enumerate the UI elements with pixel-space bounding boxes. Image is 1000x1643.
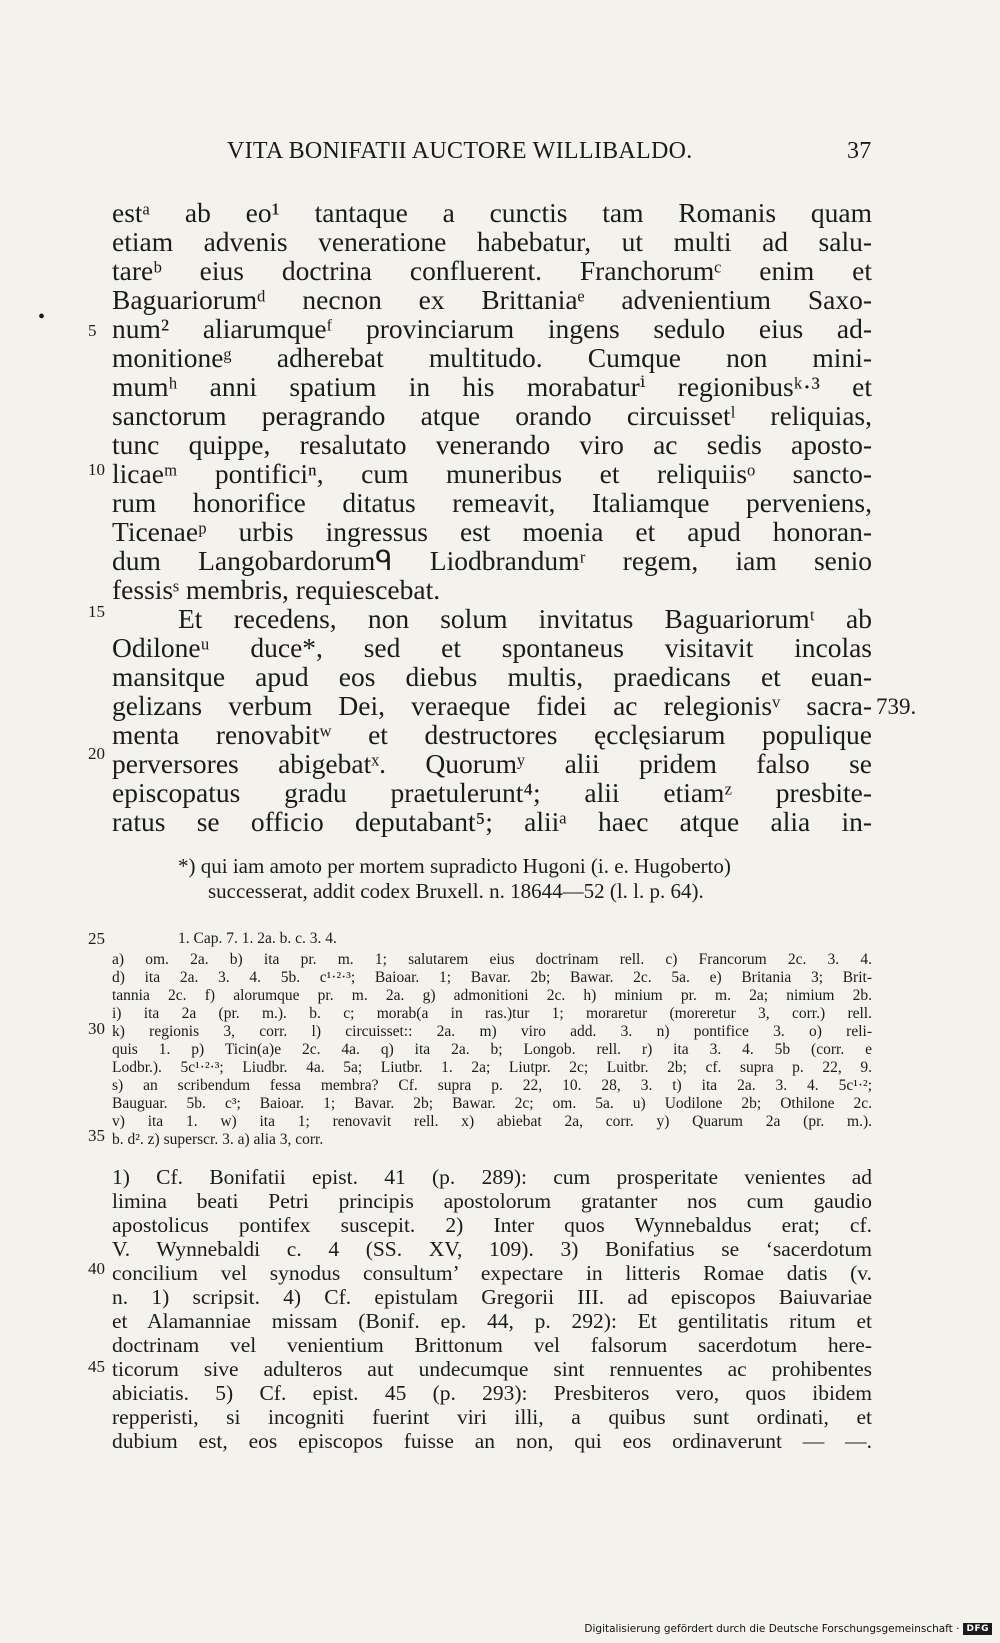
text-line: num² aliarumqueᶠ provinciarum ingens sedulo eius ad- (112, 313, 872, 344)
text-line: mumʰ anni spatium in his morabaturⁱ regionibusᵏ·³ et (112, 371, 872, 402)
note-line: doctrinam vel venientium Brittonum vel falsorum sacerdotum here- (112, 1333, 872, 1357)
apparatus-line: k) regionis 3, corr. l) circuisset:: 2a. m) viro add. 3. n) pontifice 3. o) reli- (112, 1023, 872, 1040)
apparatus-line: v) ita 1. w) ita 1; renovavit rell. x) abiebat 2a, corr. y) Quarum 2a (pr. m.). (112, 1113, 872, 1130)
text-line: Et recedens, non solum invitatus Baguariorumᵗ ab (178, 603, 872, 634)
note-line: apostolicus pontifex suscepit. 2) Inter quos Wynnebaldus erat; cf. (112, 1213, 872, 1237)
text-line: gelizans verbum Dei, veraeque fidei ac relegionisᵛ sacra- (112, 690, 872, 721)
margin-year: 739. (876, 694, 917, 719)
apparatus-line: tannia 2c. f) alorumque pr. m. 2a. g) admonitioni 2c. h) minium pr. m. 2a; nimium 2b. (112, 987, 872, 1004)
note-line: limina beati Petri principis apostolorum gratanter nos cum gaudio (112, 1189, 872, 1213)
note-line: n. 1) scripsit. 4) Cf. epistulam Gregorii III. ad episcopos Baiuvariae (112, 1285, 872, 1309)
text-line: perversores abigebatˣ. Quorumʸ alii pridem falso se (112, 748, 872, 779)
text-line: monitioneᵍ adherebat multitudo. Cumque non mini- (112, 342, 872, 373)
apparatus-line: 1. Cap. 7. 1. 2a. b. c. 3. 4. (178, 930, 337, 947)
line-number: 25 (88, 929, 105, 948)
text-line: Odiloneᵘ duce*, sed et spontaneus visitavit incolas (112, 632, 872, 663)
note-line: ticorum sive adulteros aut undecumque sint rennuentes ac prohibentes (112, 1357, 872, 1381)
text-line: etiam advenis veneratione habebatur, ut multi ad salu- (112, 226, 872, 257)
note-line: 1) Cf. Bonifatii epist. 41 (p. 289): cum prosperitate venientes ad (112, 1165, 872, 1189)
apparatus-line: s) an scribendum fessa membra? Cf. supra p. 22, 10. 28, 3. t) ita 2a. 3. 4. 5c¹·²; (112, 1077, 872, 1094)
line-number: 20 (88, 744, 105, 763)
note-line: abiciatis. 5) Cf. epist. 45 (p. 293): Presbiteros vero, quos ibidem (112, 1381, 872, 1405)
footnote-line: successerat, addit codex Bruxell. n. 18644—52 (l. l. p. 64). (208, 879, 704, 903)
apparatus-line: b. d². z) superscr. 3. a) alia 3, corr. (112, 1131, 324, 1148)
note-line: V. Wynnebaldi c. 4 (SS. XV, 109). 3) Bonifatius se ‘sacerdotum (112, 1237, 872, 1261)
dfg-logo: DFG (963, 1623, 992, 1635)
line-number: 40 (88, 1259, 105, 1278)
running-title: VITA BONIFATII AUCTORE WILLIBALDO. (227, 138, 693, 164)
note-line: et Alamanniae missam (Bonif. ep. 44, p. 292): Et gentilitatis ritum et (112, 1309, 872, 1333)
text-line: tareᵇ eius doctrina confluerent. Franchorumᶜ enim et (112, 255, 872, 286)
apparatus-line: d) ita 2a. 3. 4. 5b. c¹·²·³; Baioar. 1; Bavar. 2b; Bawar. 2c. 5a. e) Britania 3; Brit- (112, 969, 872, 986)
apparatus-line: quis 1. p) Ticin(a)e 2c. 4a. q) ita 2a. b; Longob. rell. r) ita 3. 4. 5b (corr. e (112, 1041, 872, 1058)
text-line: tunc quippe, resalutato venerando viro ac sedis aposto- (112, 429, 872, 460)
line-number: 15 (88, 602, 105, 621)
text-line: licaeᵐ pontificiⁿ, cum muneribus et reliquiisᵒ sancto- (112, 458, 872, 489)
text-line: estᵃ ab eo¹ tantaque a cunctis tam Romanis quam (112, 197, 872, 228)
note-line: repperisti, si incogniti fuerint viri illi, a quibus sunt ordinati, et (112, 1405, 872, 1429)
text-line: sanctorum peragrando atque orando circuissetˡ reliquias, (112, 400, 872, 431)
note-line: dubium est, eos episcopos fuisse an non, qui eos ordinaverunt — —. (112, 1429, 872, 1453)
credit-text: Digitalisierung gefördert durch die Deutsche Forschungsgemeinschaft · (584, 1623, 960, 1635)
line-number: 35 (88, 1126, 105, 1145)
note-line: concilium vel synodus consultum’ expectare in litteris Romae datis (v. (112, 1261, 872, 1285)
text-line: Baguariorumᵈ necnon ex Brittaniaᵉ advenientium Saxo- (112, 284, 872, 315)
apparatus-line: Bauguar. 5b. c³; Baioar. 1; Bavar. 2b; Bawar. 2c; om. 5a. u) Uodilone 2b; Othilone 2c. (112, 1095, 872, 1112)
margin-mark: • (38, 306, 46, 328)
line-number: 30 (88, 1019, 105, 1038)
text-line: dum Langobardorumᑫ Liodbrandumʳ regem, iam senio (112, 545, 872, 576)
text-line: ratus se officio deputabant⁵; aliiᵃ haec atque alia in- (112, 806, 872, 837)
text-line: fessisˢ membris, requiescebat. (112, 574, 441, 605)
line-number: 5 (88, 321, 97, 340)
line-number: 10 (88, 460, 105, 479)
text-line: episcopatus gradu praetulerunt⁴; alii etiamᶻ presbite- (112, 777, 872, 808)
footnote-line: *) qui iam amoto per mortem supradicto Hugoni (i. e. Hugoberto) (178, 854, 731, 878)
text-line: menta renovabitʷ et destructores ęcclęsiarum populique (112, 719, 872, 750)
apparatus-line: a) om. 2a. b) ita pr. m. 1; salutarem eius doctrinam rell. c) Francorum 2c. 3. 4. (112, 951, 872, 968)
text-line: Ticenaeᵖ urbis ingressus est moenia et apud honoran- (112, 516, 872, 547)
apparatus-line: Lodbr.). 5c¹·²·³; Liudbr. 4a. 5a; Liutbr. 1. 2a; Liutpr. 2c; Luitbr. 2b; cf. supra p. 22, 9. (112, 1059, 872, 1076)
text-line: rum honorifice ditatus remeavit, Italiamque perveniens, (112, 487, 872, 518)
digitization-credit (584, 1623, 992, 1635)
line-number: 45 (88, 1357, 105, 1376)
text-line: mansitque apud eos diebus multis, praedicans et euan- (112, 661, 872, 692)
apparatus-line: i) ita 2a (pr. m.). b. c; morab(a in ras.)tur 1; moraretur (moreretur 3, corr.) rell. (112, 1005, 872, 1022)
page-number: 37 (847, 138, 872, 164)
